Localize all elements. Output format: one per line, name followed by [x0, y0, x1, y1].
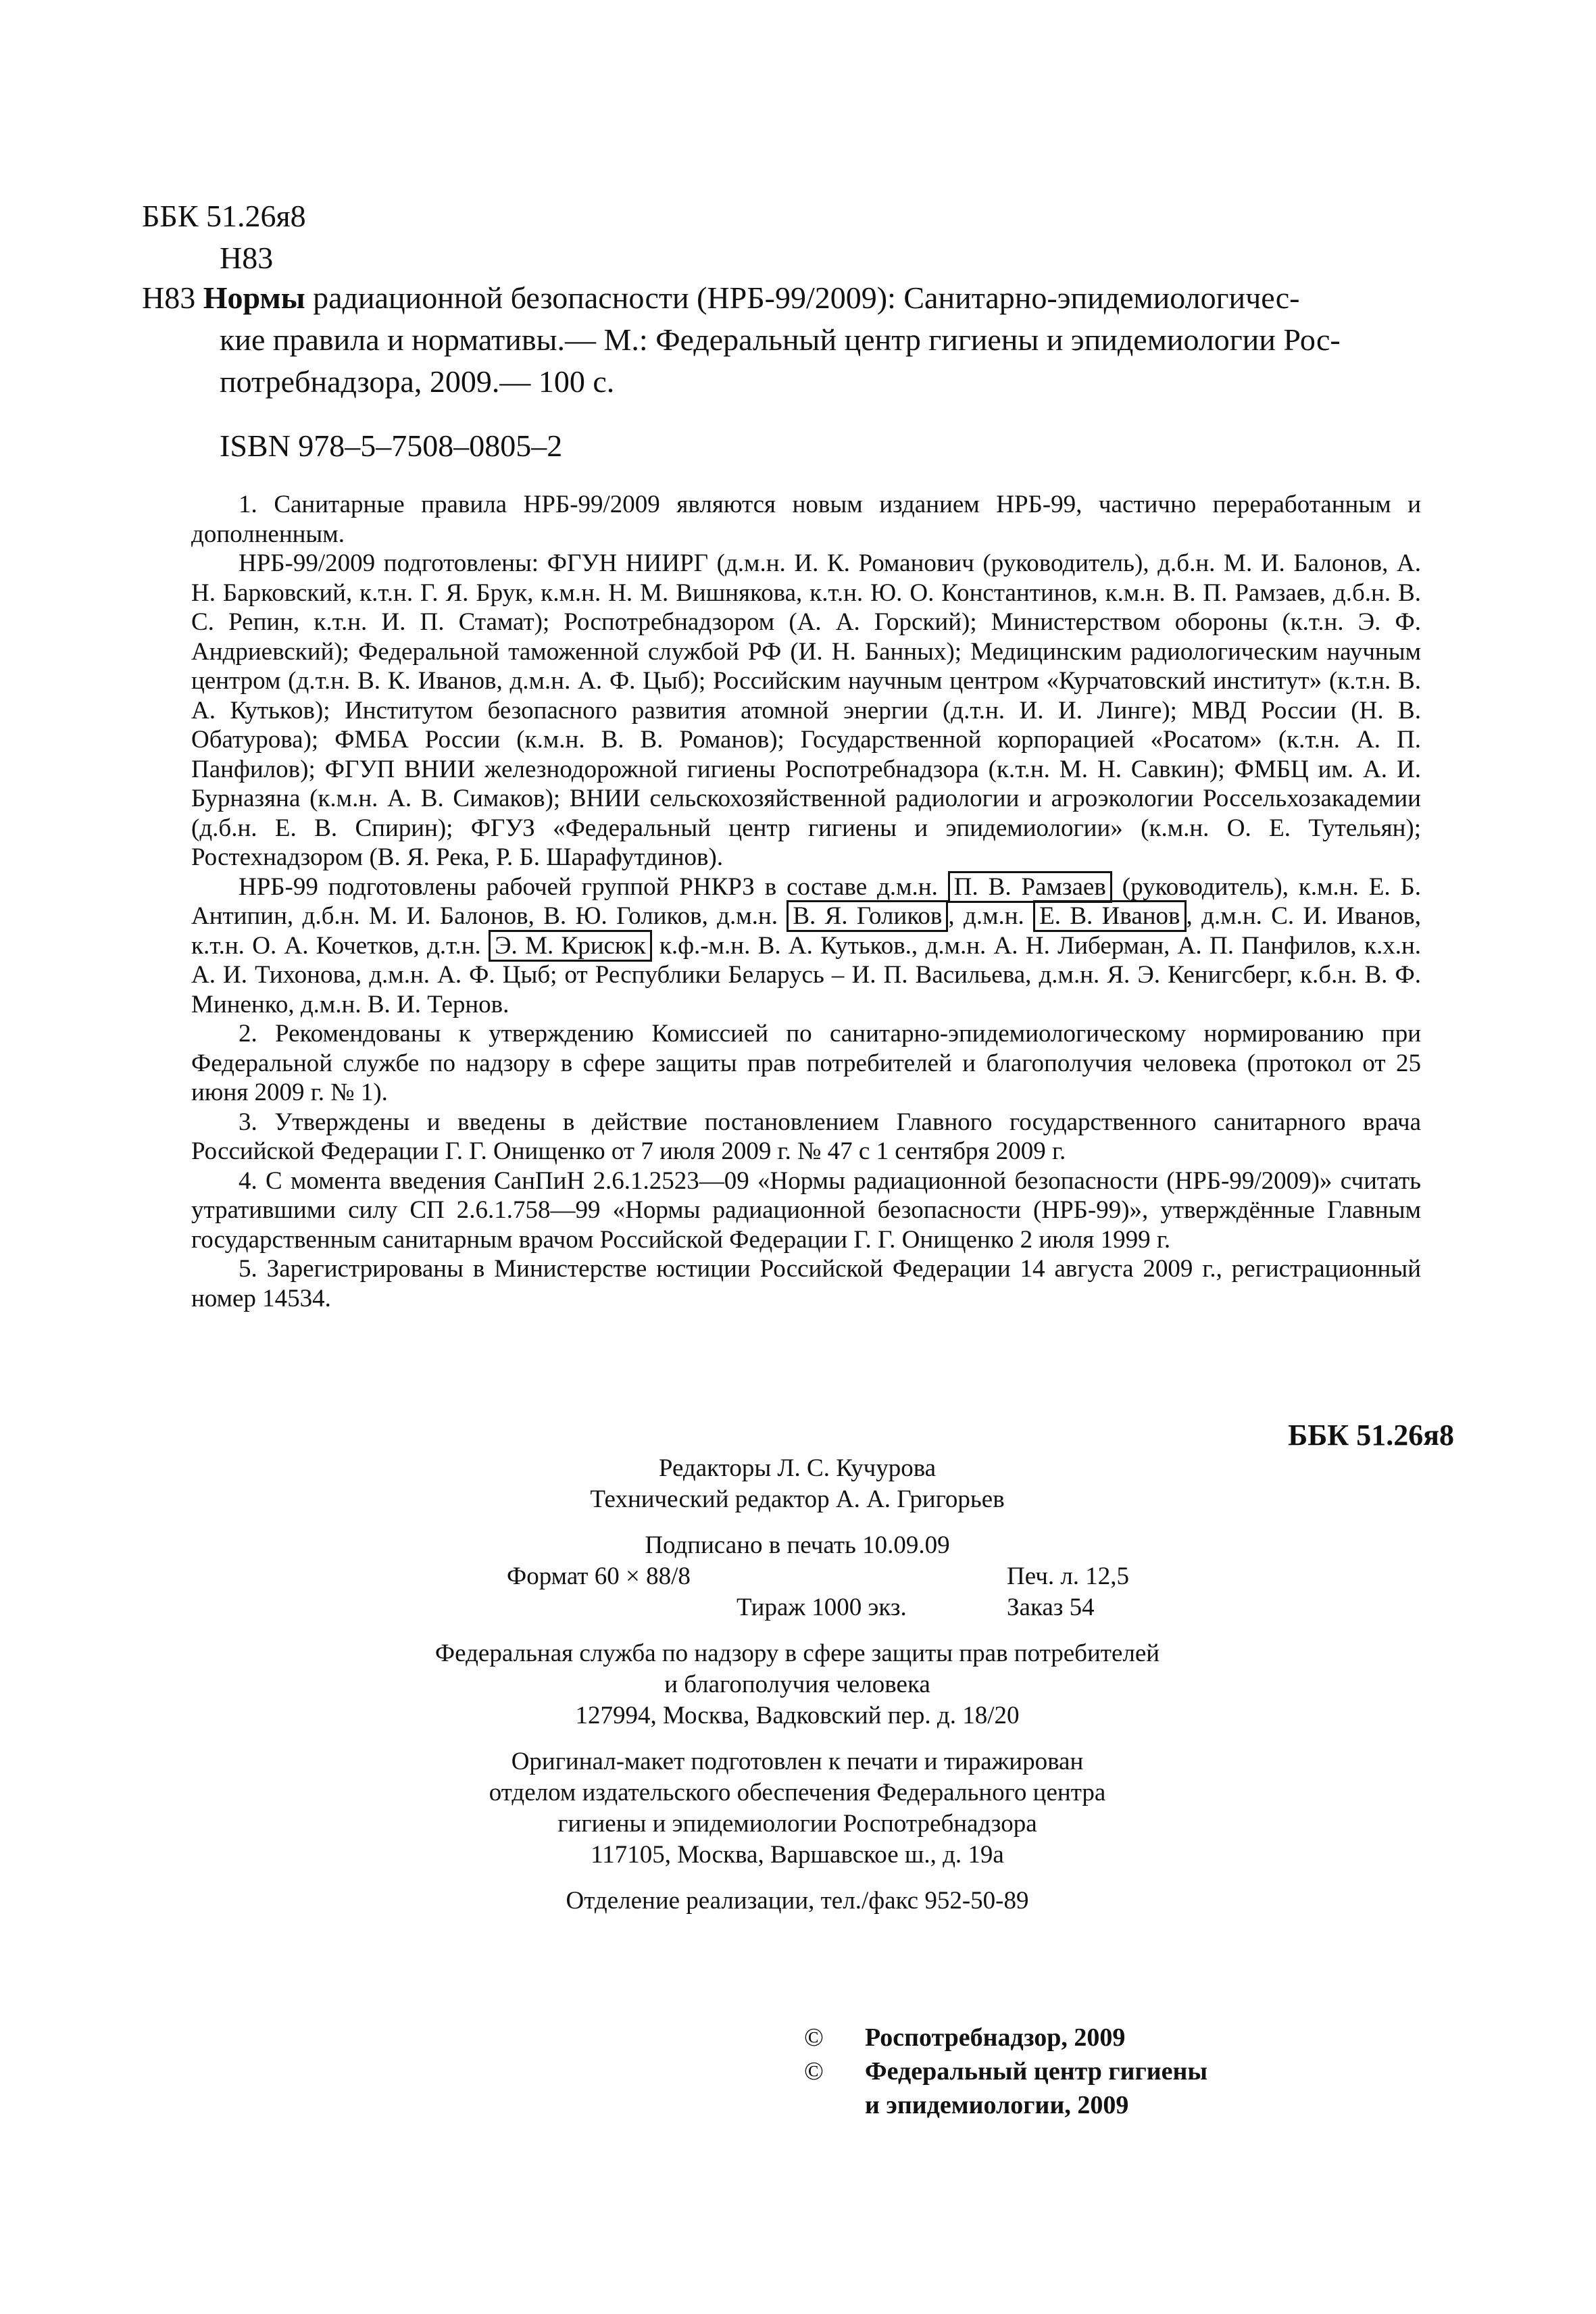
note-3: 3. Утверждены и введены в действие постановлением Главного государственного санитарного врача Российской Федерации Г. Г. Онищенко от 7 июля 2009 г. № 47 с 1 сентября 2009 г.: [191, 1108, 1421, 1165]
wg-text-a: НРБ-99 подготовлены рабочей группой РНКРЗ в составе д.м.н.: [239, 872, 938, 901]
copyright-holder-1: Роспотребнадзор, 2009: [865, 2023, 1126, 2052]
isbn: ISBN 978–5–7508–0805–2: [220, 428, 563, 463]
note-2: 2. Рекомендованы к утверждению Комиссией по санитарно-эпидемиологическому нормированию при Федеральной службе по надзору в сфере защиты прав потребителей и благополучия человека (протокол от 25 июня 2009 г. № 1).: [191, 1020, 1421, 1106]
wg-text-b: (руководитель), к.м.н. Е. Б. Антипин, д.б.н. М. И. Балонов, В. Ю. Голиков, д.м.н.: [191, 872, 1422, 930]
biblio-line-2: кие правила и нормативы.— М.: Федеральный центр гигиены и эпидемиологии Рос-: [220, 322, 1341, 357]
imprint-block: [203, 1453, 1392, 1917]
author-code: Н83: [220, 241, 274, 275]
format-row: [203, 1561, 1392, 1592]
biblio-title-bold: Нормы: [203, 280, 305, 315]
layout-line-1: Оригинал-макет подготовлен к печати и тиражирован: [511, 1748, 1084, 1775]
biblio-line-3: потребнадзора, 2009.— 100 с.: [220, 364, 615, 399]
publisher-address: 127994, Москва, Вадковский пер. д. 18/20: [575, 1702, 1020, 1729]
layout-line-2: отделом издательского обеспечения Федерального центра: [489, 1779, 1106, 1806]
note-1: 1. Санитарные правила НРБ-99/2009 являются новым изданием НРБ-99, частично переработанным и дополненным.: [191, 491, 1421, 548]
copyright-block: [804, 2021, 1207, 2122]
copyright-line-2: [804, 2054, 1207, 2088]
note-working-group: [191, 872, 1421, 1020]
signed-to-print: Подписано в печать 10.09.09: [645, 1531, 950, 1559]
publisher-line-1: Федеральная служба по надзору в сфере защиты прав потребителей: [434, 1640, 1160, 1667]
order-number: Заказ 54: [1007, 1594, 1095, 1621]
copyright-holder-2: Федеральный центр гигиены: [865, 2057, 1208, 2086]
note-4: 4. С момента введения СанПиН 2.6.1.2523—09 «Нормы радиационной безопасности (НРБ-99/2009)» считать утратившими силу СП 2.6.1.758—99 «Нормы радиационной безопасности (НРБ-99)», утверждённые Главным государственным санитарным врачом Российской Федерации Г. Г. Онищенко 2 июля 1999 г.: [191, 1166, 1421, 1254]
layout-address: 117105, Москва, Варшавское ш., д. 19а: [591, 1841, 1004, 1869]
tech-editor: Технический редактор А. А. Григорьев: [590, 1485, 1005, 1513]
note-prepared: НРБ-99/2009 подготовлены: ФГУН НИИРГ (д.м.н. И. К. Романович (руководитель), д.б.н. М. И. Балонов, А. Н. Барковский, к.т.н. Г. Я. Брук, к.м.н. Н. М. Вишнякова, к.т.н. Ю. О. Константинов, к.м.н. В. П. Рамзаев, д.б.н. В. С. Репин, к.т.н. И. П. Стамат); Роспотребнадзором (А. А. Горский); Министерством обороны (к.т.н. Э. Ф. Андриевский); Федеральной таможенной службой РФ (И. Н. Банных); Медицинским радиологическим научным центром (д.т.н. В. К. Иванов, д.м.н. А. Ф. Цыб); Российским научным центром «Курчатовский институт» (к.т.н. В. А. Кутьков); Институтом безопасного развития атомной энергии (д.т.н. И. И. Линге); МВД России (Н. В. Обатурова); ФМБА России (к.м.н. В. В. Романов); Государственной корпорацией «Росатом» (к.т.н. А. П. Панфилов); ФГУП ВНИИ железнодорожной гигиены Роспотребнадзора (к.т.н. М. Н. Савкин); ФМБЦ им. А. И. Бурназяна (к.м.н. А. В. Симаков); ВНИИ сельскохозяйственной радиологии и агроэкологии Россельхозакадемии (д.б.н. Е. В. Спирин); ФГУЗ «Федеральный центр гигиены и эпидемиологии» (к.м.н. О. Е. Тутельян); Ростехнадзором (В. Я. Река, Р. Б. Шарафутдинов).: [191, 549, 1421, 871]
print-sheets: Печ. л. 12,5: [1007, 1562, 1130, 1590]
wg-text-c: , д.м.н.: [948, 902, 1024, 930]
wg-memorial-name-1: П. В. Рамзаев: [948, 871, 1112, 903]
print-run: Тираж 1000 экз.: [737, 1594, 907, 1621]
wg-text-d: , д.м.н. С. И. Иванов, к.т.н. О. А. Кочетков, д.т.н.: [191, 902, 1421, 960]
biblio-title-rest: радиационной безопасности (НРБ-99/2009): Санитарно-эпидемиологичес-: [313, 280, 1300, 315]
wg-memorial-name-3: Е. В. Иванов: [1033, 900, 1186, 932]
copyright-line-1: [804, 2021, 1207, 2054]
wg-memorial-name-4: Э. М. Крисюк: [489, 930, 651, 962]
run-row: [203, 1592, 1392, 1623]
copyright-symbol: ©: [804, 2057, 824, 2086]
copyright-line-3: и эпидемиологии, 2009: [865, 2091, 1129, 2119]
publisher-line-2: и благополучия человека: [664, 1671, 930, 1698]
editors: Редакторы Л. С. Кучурова: [658, 1454, 937, 1482]
sales-department: Отделение реализации, тел./факс 952-50-89: [566, 1887, 1029, 1915]
bibliographic-entry: [142, 277, 1460, 403]
biblio-line-1: [142, 277, 1460, 319]
note-5: 5. Зарегистрированы в Министерстве юстиции Российской Федерации 14 августа 2009 г., регистрационный номер 14534.: [191, 1255, 1421, 1312]
biblio-code: Н83: [142, 280, 196, 315]
layout-line-3: гигиены и эпидемиологии Роспотребнадзора: [557, 1810, 1037, 1838]
bbk-code-right: ББК 51.26я8: [1288, 1419, 1454, 1452]
wg-text-e: к.ф.-м.н. В. А. Кутьков., д.м.н. А. Н. Либерман, А. П. Панфилов, к.х.н. А. И. Тихонова, д.м.н. А. Ф. Цыб; от Республики Беларусь – И. П. Васильева, д.м.н. Я. Э. Кенигсберг, к.б.н. В. Ф. Миненко, д.м.н. В. И. Тернов.: [191, 931, 1421, 1018]
wg-memorial-name-2: В. Я. Голиков: [787, 900, 948, 932]
notes-section: [191, 490, 1421, 1313]
bbk-code: ББК 51.26я8: [142, 199, 306, 233]
copyright-symbol: ©: [804, 2023, 824, 2052]
format: Формат 60 × 88/8: [507, 1562, 691, 1590]
